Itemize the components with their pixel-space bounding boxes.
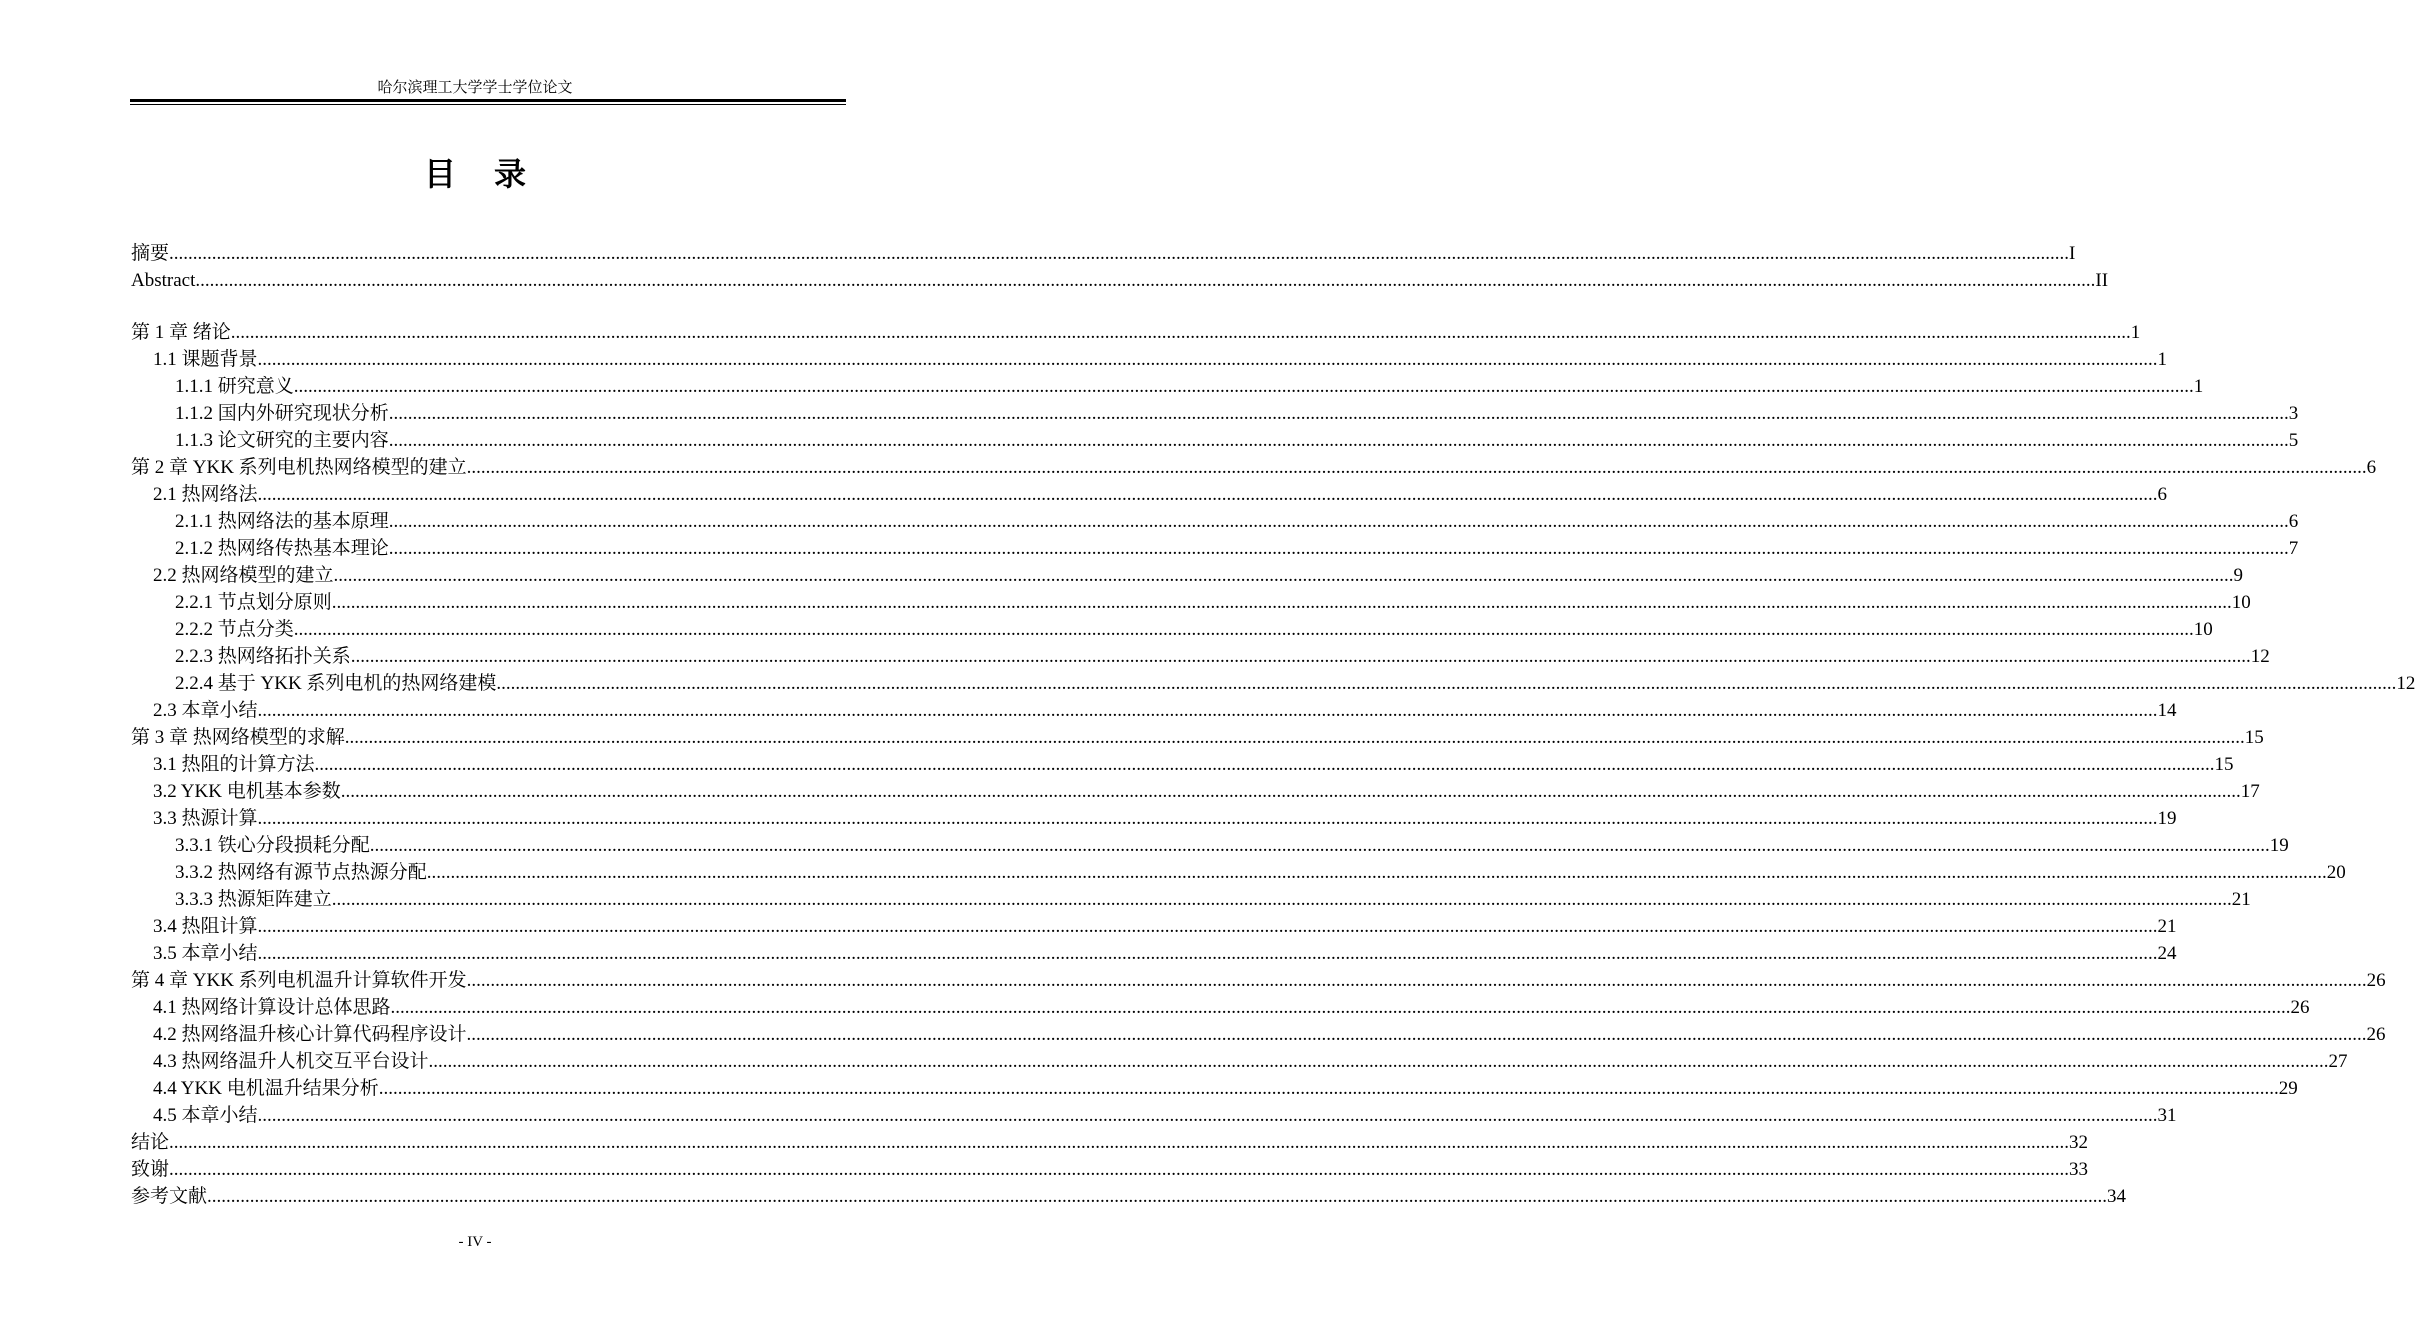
toc-entry-label: 1.1.2 国内外研究现状分析 [175,403,389,424]
toc-entry[interactable] [131,373,2204,400]
toc-entry-page: 9 [2233,565,2244,586]
toc-leader-dots: ................................................................................................................................................................................................................................................................................................................................................................................................................ [333,565,2234,586]
toc-entry-page: 26 [2366,1024,2386,1045]
toc-entry-label: 第 4 章 YKK 系列电机温升计算软件开发 [131,970,467,991]
toc-leader-dots: ................................................................................................................................................................................................................................................................................................................................................................................................................ [293,619,2194,640]
toc-entry[interactable] [131,508,2299,535]
toc-entry[interactable] [131,346,2168,373]
toc-entry-page: 17 [2240,781,2260,802]
toc-entry-label: 1.1.1 研究意义 [175,376,294,397]
toc-leader-dots: ................................................................................................................................................................................................................................................................................................................................................................................................................ [331,889,2232,910]
toc-entry-page: 1 [2157,349,2168,370]
toc-entry[interactable] [131,1129,2089,1156]
toc-entry[interactable] [131,859,2346,886]
toc-entry-label: Abstract [131,270,196,291]
toc-entry-label: 2.1.1 热网络法的基本原理 [175,511,389,532]
toc-leader-dots: ................................................................................................................................................................................................................................................................................................................................................................................................................ [257,916,2158,937]
toc-entry-label: 第 1 章 绪论 [131,322,231,343]
toc-leader-dots: ................................................................................................................................................................................................................................................................................................................................................................................................................ [169,1159,2070,1180]
toc-entry[interactable] [131,589,2251,616]
toc-entry-label: 1.1 课题背景 [153,349,258,370]
toc-entry-page: 6 [2157,484,2168,505]
toc-entry[interactable] [131,616,2213,643]
toc-entry-label: 4.5 本章小结 [153,1105,258,1126]
toc-entry-page: 34 [2107,1186,2127,1207]
toc-entry-page: 10 [2231,592,2251,613]
toc-entry[interactable] [131,319,2141,346]
toc-leader-dots: ................................................................................................................................................................................................................................................................................................................................................................................................................ [331,592,2232,613]
toc-entry-page: 20 [2326,862,2346,883]
toc-entry[interactable] [131,535,2299,562]
toc-entry-label: 2.2 热网络模型的建立 [153,565,334,586]
toc-leader-dots: ................................................................................................................................................................................................................................................................................................................................................................................................................ [230,322,2131,343]
header-rule-thin [130,104,846,105]
toc-leader-dots: ................................................................................................................................................................................................................................................................................................................................................................................................................ [340,781,2241,802]
toc-entry-label: 3.5 本章小结 [153,943,258,964]
toc-leader-dots: ................................................................................................................................................................................................................................................................................................................................................................................................................ [169,1132,2070,1153]
toc-entry[interactable] [131,454,2377,481]
toc-leader-dots: ................................................................................................................................................................................................................................................................................................................................................................................................................ [344,727,2245,748]
toc-entry-label: 2.2.2 节点分类 [175,619,294,640]
toc-entry-page: 27 [2328,1051,2348,1072]
toc-leader-dots: ................................................................................................................................................................................................................................................................................................................................................................................................................ [350,646,2251,667]
toc-entry[interactable] [131,400,2299,427]
toc-entry-label: 3.4 热阻计算 [153,916,258,937]
toc-entry-page: 15 [2244,727,2264,748]
toc-entry-label: 参考文献 [131,1186,208,1207]
toc-entry[interactable] [131,240,2076,267]
toc-leader-dots: ................................................................................................................................................................................................................................................................................................................................................................................................................ [257,349,2158,370]
toc-leader-dots: ................................................................................................................................................................................................................................................................................................................................................................................................................ [169,243,2070,264]
toc-entry-page: 6 [2366,457,2377,478]
toc-entry[interactable] [131,940,2177,967]
toc-leader-dots: ................................................................................................................................................................................................................................................................................................................................................................................................................ [388,538,2289,559]
toc-entry-label: 结论 [131,1132,170,1153]
toc-entry-page: 6 [2288,511,2299,532]
toc-entry-page: 12 [2396,673,2415,694]
toc-entry-page: 21 [2231,889,2251,910]
toc-entry-page: 15 [2214,754,2234,775]
toc-entry-page: 7 [2288,538,2299,559]
toc-entry[interactable] [131,913,2177,940]
toc-leader-dots: ................................................................................................................................................................................................................................................................................................................................................................................................................ [388,430,2289,451]
toc-entry-label: 1.1.3 论文研究的主要内容 [175,430,389,451]
toc-leader-dots: ................................................................................................................................................................................................................................................................................................................................................................................................................ [207,1186,2108,1207]
toc-entry-label: 2.2.1 节点划分原则 [175,592,332,613]
toc-entry[interactable] [131,267,2109,294]
toc-entry-label: 第 2 章 YKK 系列电机热网络模型的建立 [131,457,467,478]
toc-entry[interactable] [131,751,2234,778]
toc-title: 目录 [423,155,564,193]
toc-entry-page: 29 [2278,1078,2298,1099]
toc-leader-dots: ................................................................................................................................................................................................................................................................................................................................................................................................................ [257,700,2158,721]
toc-entry[interactable] [131,832,2289,859]
toc-leader-dots: ................................................................................................................................................................................................................................................................................................................................................................................................................ [378,1078,2279,1099]
toc-leader-dots: ................................................................................................................................................................................................................................................................................................................................................................................................................ [390,997,2291,1018]
toc-leader-dots: ................................................................................................................................................................................................................................................................................................................................................................................................................ [426,862,2327,883]
toc-leader-dots: ................................................................................................................................................................................................................................................................................................................................................................................................................ [466,457,2367,478]
toc-leader-dots: ................................................................................................................................................................................................................................................................................................................................................................................................................ [466,1024,2367,1045]
toc-entry-page: 33 [2069,1159,2089,1180]
toc-entry[interactable] [131,427,2299,454]
toc-entry-page: 24 [2157,943,2177,964]
toc-leader-dots: ................................................................................................................................................................................................................................................................................................................................................................................................................ [257,943,2158,964]
toc-leader-dots: ................................................................................................................................................................................................................................................................................................................................................................................................................ [195,270,2096,291]
toc-entry[interactable] [131,481,2168,508]
header-rule-thick [130,99,846,102]
toc-entry-page: I [2069,243,2076,264]
toc-leader-dots: ................................................................................................................................................................................................................................................................................................................................................................................................................ [496,673,2397,694]
toc-entry-label: 2.2.3 热网络拓扑关系 [175,646,351,667]
toc-leader-dots: ................................................................................................................................................................................................................................................................................................................................................................................................................ [369,835,2270,856]
toc-entry-page: 3 [2288,403,2299,424]
toc-leader-dots: ................................................................................................................................................................................................................................................................................................................................................................................................................ [388,403,2289,424]
toc-entry[interactable] [131,1048,2348,1075]
page-header: 哈尔滨理工大学学士学位论文 [377,80,573,96]
toc-entry-page: 26 [2290,997,2310,1018]
toc-entry-label: 第 3 章 热网络模型的求解 [131,727,345,748]
toc-entry-label: 3.3.1 铁心分段损耗分配 [175,835,370,856]
toc-entry-page: 31 [2157,1105,2177,1126]
toc-entry-label: 2.1.2 热网络传热基本理论 [175,538,389,559]
toc-entry[interactable] [131,670,2415,697]
toc-entry-label: 摘要 [131,243,170,264]
toc-leader-dots: ................................................................................................................................................................................................................................................................................................................................................................................................................ [257,484,2158,505]
toc-entry-page: 19 [2269,835,2289,856]
toc-entry[interactable] [131,778,2260,805]
toc-entry[interactable] [131,994,2310,1021]
toc-entry[interactable] [131,886,2251,913]
toc-entry-label: 3.3.3 热源矩阵建立 [175,889,332,910]
toc-entry-page: 1 [2193,376,2204,397]
page-number: - IV - [458,1234,492,1250]
toc-leader-dots: ................................................................................................................................................................................................................................................................................................................................................................................................................ [428,1051,2329,1072]
toc-entry[interactable] [131,1156,2089,1183]
toc-entry[interactable] [131,724,2264,751]
toc-entry[interactable] [131,643,2270,670]
toc-entry-label: 4.4 YKK 电机温升结果分析 [153,1078,379,1099]
toc-entry[interactable] [131,1183,2127,1210]
toc-entry-label: 2.1 热网络法 [153,484,258,505]
toc-entry-page: 10 [2193,619,2213,640]
toc-leader-dots: ................................................................................................................................................................................................................................................................................................................................................................................................................ [293,376,2194,397]
toc-leader-dots: ................................................................................................................................................................................................................................................................................................................................................................................................................ [466,970,2367,991]
toc-entry[interactable] [131,697,2177,724]
toc-leader-dots: ................................................................................................................................................................................................................................................................................................................................................................................................................ [257,808,2158,829]
toc-entry-label: 4.1 热网络计算设计总体思路 [153,997,391,1018]
toc-entry-page: II [2095,270,2109,291]
toc-leader-dots: ................................................................................................................................................................................................................................................................................................................................................................................................................ [314,754,2215,775]
toc-entry[interactable] [131,1102,2177,1129]
toc-entry-page: 21 [2157,916,2177,937]
toc-entry[interactable] [131,562,2244,589]
toc-entry-label: 4.3 热网络温升人机交互平台设计 [153,1051,429,1072]
toc-entry[interactable] [131,1075,2298,1102]
toc-entry-page: 32 [2069,1132,2089,1153]
toc-entry-label: 3.1 热阻的计算方法 [153,754,315,775]
toc-leader-dots: ................................................................................................................................................................................................................................................................................................................................................................................................................ [388,511,2289,532]
toc-entry-page: 1 [2130,322,2141,343]
table-of-contents [131,240,2415,1210]
toc-entry[interactable] [131,967,2386,994]
toc-entry[interactable] [131,1021,2386,1048]
toc-entry-label: 3.3.2 热网络有源节点热源分配 [175,862,427,883]
toc-entry-page: 26 [2366,970,2386,991]
toc-entry-label: 3.3 热源计算 [153,808,258,829]
toc-entry-label: 4.2 热网络温升核心计算代码程序设计 [153,1024,467,1045]
toc-entry-label: 2.3 本章小结 [153,700,258,721]
toc-entry-label: 致谢 [131,1159,170,1180]
toc-entry-label: 3.2 YKK 电机基本参数 [153,781,341,802]
toc-entry-page: 5 [2288,430,2299,451]
toc-entry-page: 19 [2157,808,2177,829]
toc-entry-label: 2.2.4 基于 YKK 系列电机的热网络建模 [175,673,497,694]
toc-entry[interactable] [131,805,2177,832]
toc-entry-page: 12 [2250,646,2270,667]
toc-leader-dots: ................................................................................................................................................................................................................................................................................................................................................................................................................ [257,1105,2158,1126]
toc-entry-page: 14 [2157,700,2177,721]
